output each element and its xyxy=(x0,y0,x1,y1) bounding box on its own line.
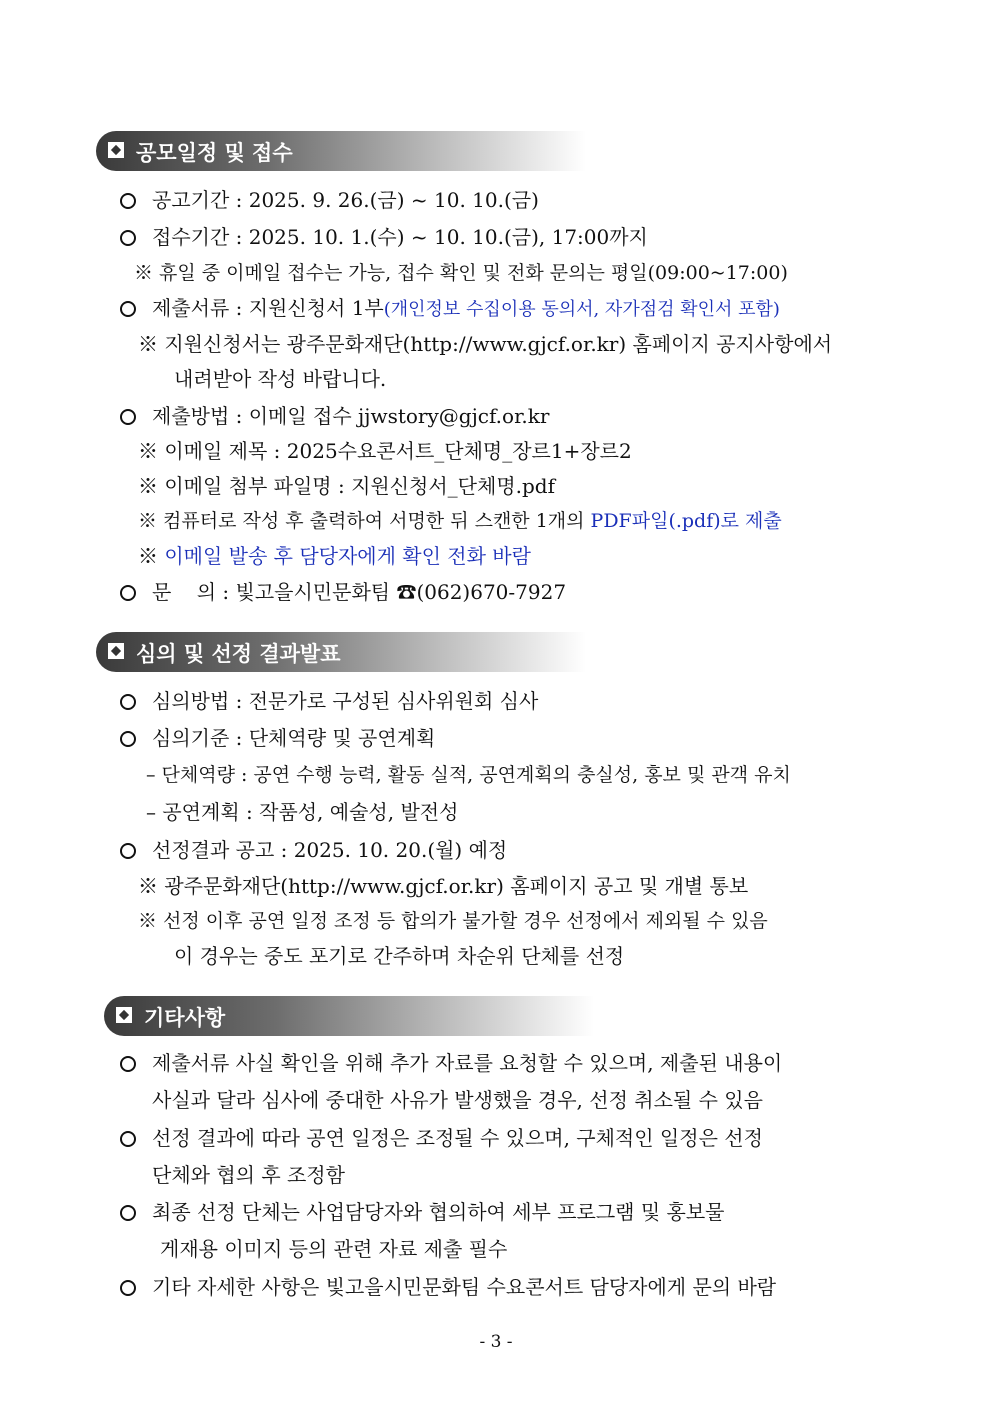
circle-bullet-icon xyxy=(120,1131,136,1147)
section-header-other xyxy=(104,996,594,1036)
note-text: ※ 이메일 제목 : 2025수요콘서트_단체명_장르1+장르2 xyxy=(138,439,632,463)
diamond-box-icon xyxy=(108,643,124,659)
note-text: ※ 선정 이후 공연 일정 조정 등 합의가 불가할 경우 선정에서 제외될 수 있음 xyxy=(138,910,768,932)
item-text: 문 의 : 빛고을시민문화팀 ☎(062)670-7927 xyxy=(152,580,567,604)
note-text-highlight: PDF파일(.pdf)로 제출 xyxy=(590,510,782,532)
dash-text: – 공연계획 : 작품성, 예술성, 발전성 xyxy=(146,800,459,824)
circle-bullet-icon xyxy=(120,1280,136,1296)
section-header-review xyxy=(96,632,586,672)
item-text: 심의기준 : 단체역량 및 공연계획 xyxy=(152,726,436,750)
section-title: 공모일정 및 접수 xyxy=(136,141,293,165)
page-number: - 3 - xyxy=(479,1332,513,1352)
section-header-schedule xyxy=(96,131,586,171)
circle-bullet-icon xyxy=(120,694,136,710)
item-text: 공고기간 : 2025. 9. 26.(금) ~ 10. 10.(금) xyxy=(152,188,539,212)
note-text-wrap xyxy=(138,540,531,572)
item-text: 기타 자세한 사항은 빛고을시민문화팀 수요콘서트 담당자에게 문의 바람 xyxy=(152,1275,777,1299)
diamond-box-icon xyxy=(116,1007,132,1023)
note-text-wrap xyxy=(138,505,782,537)
circle-bullet-icon xyxy=(120,1205,136,1221)
note-text: 이 경우는 중도 포기로 간주하며 차순위 단체를 선정 xyxy=(174,944,625,968)
item-text: 제출방법 : 이메일 접수 jjwstory@gjcf.or.kr xyxy=(152,404,550,428)
item-text: 사실과 달라 심사에 중대한 사유가 발생했을 경우, 선정 취소될 수 있음 xyxy=(152,1088,763,1112)
note-text: 내려받아 작성 바랍니다. xyxy=(174,367,387,391)
circle-bullet-icon xyxy=(120,193,136,209)
item-text: 단체와 협의 후 조정함 xyxy=(152,1163,345,1187)
circle-bullet-icon xyxy=(120,731,136,747)
item-text-highlight: (개인정보 수집이용 동의서, 자가점검 확인서 포함) xyxy=(383,299,780,320)
note-text: ※ 광주문화재단(http://www.gjcf.or.kr) 홈페이지 공고 및 개별 통보 xyxy=(138,874,749,898)
circle-bullet-icon xyxy=(120,843,136,859)
circle-bullet-icon xyxy=(120,1056,136,1072)
section-title: 심의 및 선정 결과발표 xyxy=(136,642,341,666)
note-text: ※ 휴일 중 이메일 접수는 가능, 접수 확인 및 전화 문의는 평일(09:00~17:00) xyxy=(134,262,788,284)
item-text: 게재용 이미지 등의 관련 자료 제출 필수 xyxy=(160,1237,508,1261)
note-mark: ※ xyxy=(138,544,165,568)
item-text: 심의방법 : 전문가로 구성된 심사위원회 심사 xyxy=(152,689,539,713)
diamond-box-icon xyxy=(108,142,124,158)
dash-text: – 단체역량 : 공연 수행 능력, 활동 실적, 공연계획의 충실성, 홍보 및 관객 유치 xyxy=(146,764,791,786)
item-text: 접수기간 : 2025. 10. 1.(수) ~ 10. 10.(금), 17:00까지 xyxy=(152,225,648,249)
circle-bullet-icon xyxy=(120,230,136,246)
note-text-highlight: 이메일 발송 후 담당자에게 확인 전화 바람 xyxy=(164,544,531,568)
circle-bullet-icon xyxy=(120,585,136,601)
section-title: 기타사항 xyxy=(144,1006,226,1030)
item-text: 선정결과 공고 : 2025. 10. 20.(월) 예정 xyxy=(152,838,508,862)
note-text: ※ 컴퓨터로 작성 후 출력하여 서명한 뒤 스캔한 1개의 xyxy=(138,510,591,532)
circle-bullet-icon xyxy=(120,409,136,425)
circle-bullet-icon xyxy=(120,301,136,317)
note-text: ※ 지원신청서는 광주문화재단(http://www.gjcf.or.kr) 홈페이지 공지사항에서 xyxy=(138,332,833,356)
item-text: 제출서류 사실 확인을 위해 추가 자료를 요청할 수 있으며, 제출된 내용이 xyxy=(152,1051,783,1075)
item-text-wrap xyxy=(152,292,780,326)
item-text: 최종 선정 단체는 사업담당자와 협의하여 세부 프로그램 및 홍보물 xyxy=(152,1200,725,1224)
item-text: 선정 결과에 따라 공연 일정은 조정될 수 있으며, 구체적인 일정은 선정 xyxy=(152,1126,763,1150)
item-text: 제출서류 : 지원신청서 1부 xyxy=(152,296,384,320)
note-text: ※ 이메일 첨부 파일명 : 지원신청서_단체명.pdf xyxy=(138,474,556,498)
